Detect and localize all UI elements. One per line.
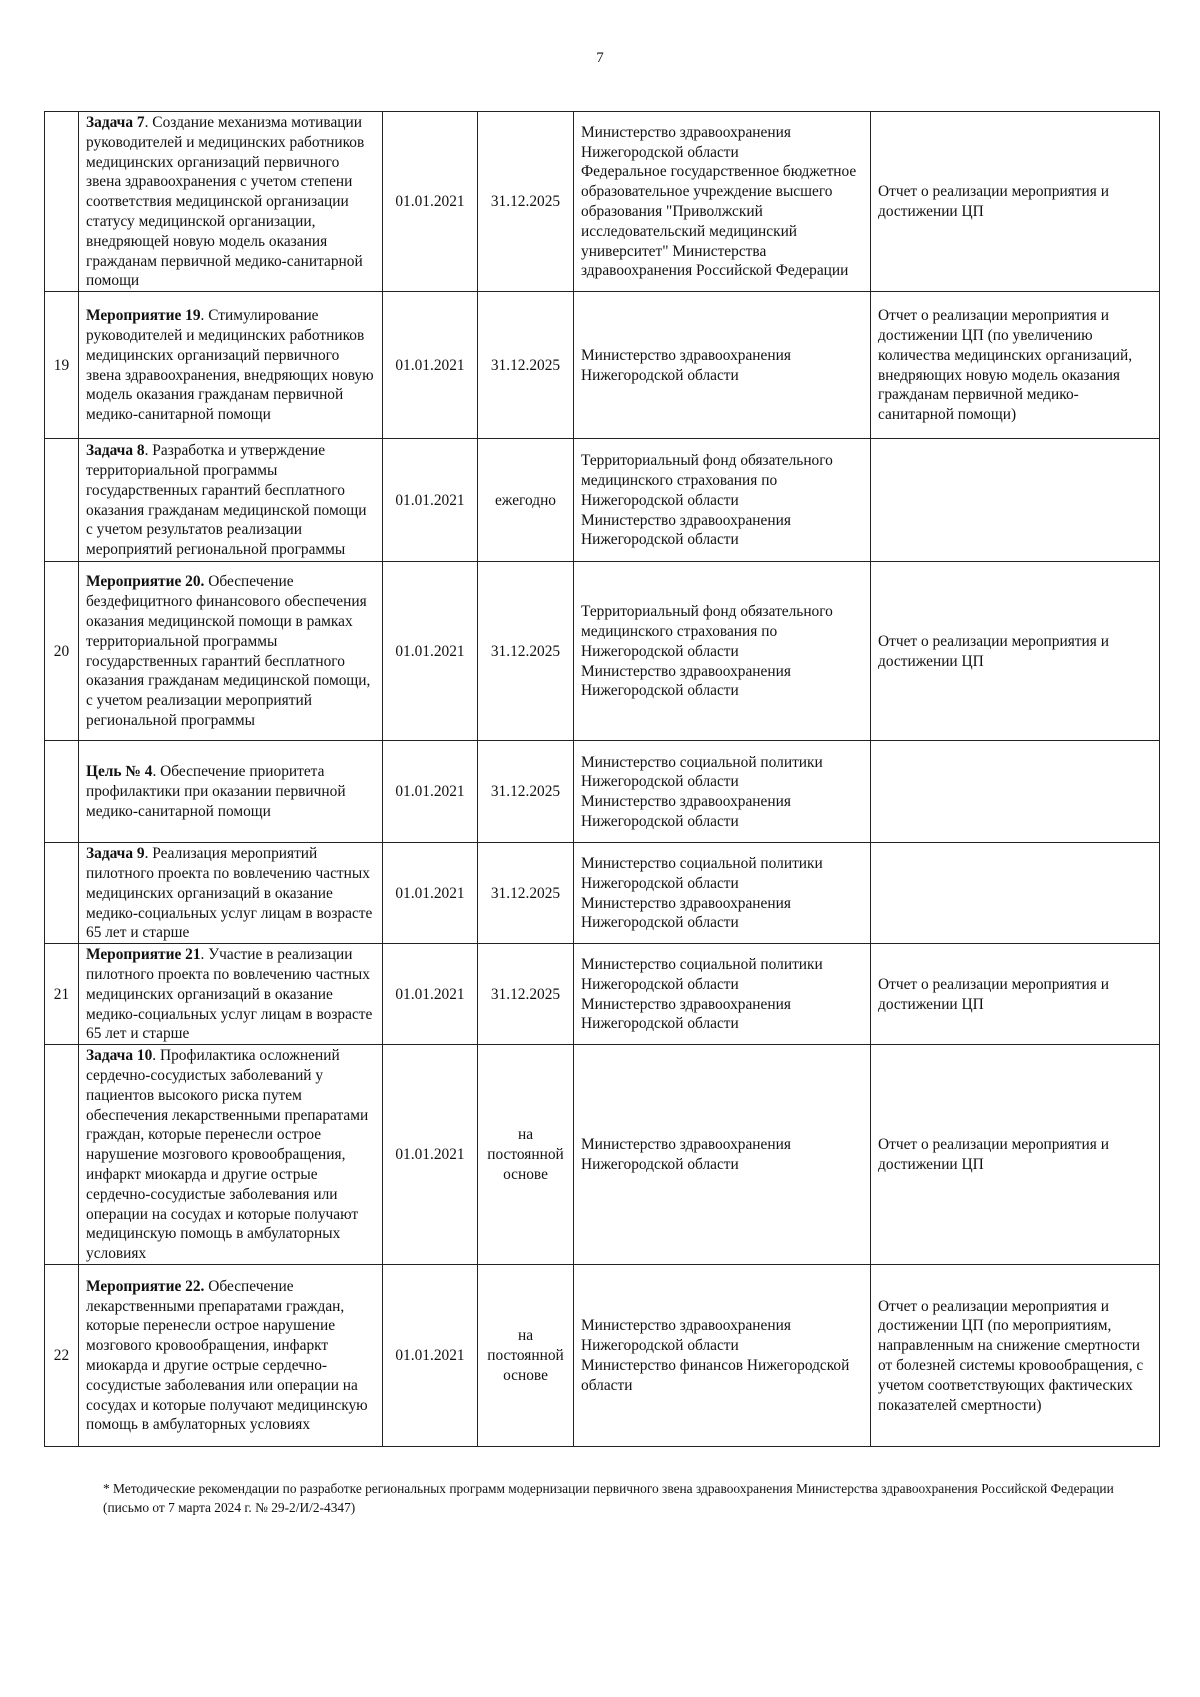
responsible-executors [574, 439, 871, 562]
end-date: 31.12.2025 [478, 292, 574, 439]
row-number [45, 439, 79, 562]
row-number: 20 [45, 562, 79, 741]
activity-name [79, 292, 383, 439]
responsible-executors [574, 741, 871, 843]
end-date: на постоянной основе [478, 1045, 574, 1265]
activity-title: Задача 8 [86, 442, 145, 460]
row-number: 19 [45, 292, 79, 439]
executor: Министерство здравоохранения Нижегородской области [581, 793, 791, 830]
executor: Министерство здравоохранения Нижегородской области [581, 346, 791, 384]
activity-name [79, 562, 383, 741]
executor: Министерство здравоохранения Нижегородской области [581, 995, 791, 1033]
activity-name [79, 1264, 383, 1446]
table-row [45, 1264, 1160, 1446]
expected-result [871, 843, 1160, 944]
responsible-executors [574, 1264, 871, 1446]
activity-title: Мероприятие 19 [86, 307, 201, 325]
executor: Министерство здравоохранения Нижегородской области [581, 511, 791, 549]
executor: Министерство социальной политики Нижегородской области [581, 753, 823, 791]
start-date: 01.01.2021 [383, 1264, 478, 1446]
activities-table [44, 111, 1160, 1447]
end-date: 31.12.2025 [478, 741, 574, 843]
activity-title: Мероприятие 20. [86, 573, 205, 591]
row-number: 22 [45, 1264, 79, 1446]
executor: Министерство здравоохранения Нижегородской области [581, 894, 791, 932]
table-row [45, 562, 1160, 741]
executor: Министерство здравоохранения Нижегородской области [581, 123, 791, 161]
activity-description: . Реализация мероприятий пилотного проекта по вовлечению частных медицинских организаций в оказание медико-социальных услуг лицам в возрасте 65 лет и старше [86, 845, 373, 942]
activity-title: Задача 7 [86, 114, 145, 131]
responsible-executors [574, 944, 871, 1045]
footnote: * Методические рекомендации по разработке региональных программ модернизации первичного звена здравоохранения Министерства здравоохранения Российской Федерации (письмо от 7 марта 2024 г. № 29-2/И/2-4347) [103, 1481, 1114, 1515]
end-date: 31.12.2025 [478, 944, 574, 1045]
expected-result [871, 741, 1160, 843]
end-date: 31.12.2025 [478, 843, 574, 944]
start-date: 01.01.2021 [383, 112, 478, 292]
row-number [45, 741, 79, 843]
executor: Территориальный фонд обязательного медицинского страхования по Нижегородской области [581, 452, 833, 509]
start-date: 01.01.2021 [383, 439, 478, 562]
end-date: 31.12.2025 [478, 562, 574, 741]
executor: Территориальный фонд обязательного медицинского страхования по Нижегородской области [581, 603, 833, 660]
activity-description: . Профилактика осложнений сердечно-сосудистых заболеваний у пациентов высокого риска путем обеспечения лекарственными препаратами граждан, которые перенесли острое нарушение мозгового кровообращения, инфаркт миокарда и другие острые сердечно-сосудистые заболевания или операции на сосудах и которые получают медицинскую помощь в амбулаторных условиях [86, 1047, 369, 1263]
expected-result: Отчет о реализации мероприятия и достижении ЦП [871, 562, 1160, 741]
activity-description: . Участие в реализации пилотного проекта по вовлечению частных медицинских организаций в оказание медико-социальных услуг лицам в возрасте 65 лет и старше [86, 946, 373, 1043]
start-date: 01.01.2021 [383, 562, 478, 741]
executor: Министерство финансов Нижегородской области [581, 1356, 850, 1394]
activity-description: . Создание механизма мотивации руководителей и медицинских работников медицинских организаций первичного звена здравоохранения с учетом степени соответствия медицинской организации статусу медицинской организации, внедряющей новую модель оказания гражданам первичной медико-санитарной помощи [86, 114, 365, 290]
table-row [45, 843, 1160, 944]
expected-result: Отчет о реализации мероприятия и достижении ЦП [871, 944, 1160, 1045]
activity-description: . Обеспечение приоритета профилактики при оказании первичной медико-санитарной помощи [86, 763, 346, 821]
end-date: на постоянной основе [478, 1264, 574, 1446]
activity-title: Мероприятие 21 [86, 946, 201, 964]
activity-title: Мероприятие 22. [86, 1277, 205, 1295]
responsible-executors [574, 843, 871, 944]
expected-result: Отчет о реализации мероприятия и достижении ЦП (по увеличению количества медицинских организаций, внедряющих новую модель оказания гражданам первичной медико-санитарной помощи) [871, 292, 1160, 439]
activity-title: Цель № 4 [86, 763, 153, 781]
executor: Министерство социальной политики Нижегородской области [581, 855, 823, 892]
executor: Министерство здравоохранения Нижегородской области [581, 662, 791, 700]
activity-name [79, 112, 383, 292]
executor: Министерство социальной политики Нижегородской области [581, 956, 823, 993]
activity-name [79, 1045, 383, 1265]
responsible-executors [574, 562, 871, 741]
activity-name [79, 944, 383, 1045]
start-date: 01.01.2021 [383, 741, 478, 843]
activity-name [79, 843, 383, 944]
page-number: 7 [596, 50, 604, 66]
end-date: 31.12.2025 [478, 112, 574, 292]
responsible-executors [574, 292, 871, 439]
expected-result [871, 439, 1160, 562]
start-date: 01.01.2021 [383, 1045, 478, 1265]
activity-description: . Разработка и утверждение территориальной программы государственных гарантий бесплатного оказания гражданам медицинской помощи с учетом результатов реализации мероприятий региональной программы [86, 442, 367, 559]
table-row [45, 112, 1160, 292]
end-date: ежегодно [478, 439, 574, 562]
row-number [45, 843, 79, 944]
activity-description: Обеспечение бездефицитного финансового обеспечения оказания медицинской помощи в рамках территориальной программы государственных гарантий бесплатного оказания гражданам медицинской помощи, с учетом реализации мероприятий региональной программы [86, 573, 371, 730]
table-row [45, 1045, 1160, 1265]
activity-name [79, 741, 383, 843]
expected-result: Отчет о реализации мероприятия и достижении ЦП [871, 112, 1160, 292]
start-date: 01.01.2021 [383, 843, 478, 944]
activity-description: Обеспечение лекарственными препаратами граждан, которые перенесли острое нарушение мозгового кровообращения, инфаркт миокарда и другие острые сердечно-сосудистые заболевания или операции на сосудах и которые получают медицинскую помощь в амбулаторных условиях [86, 1277, 368, 1434]
activity-title: Задача 10 [86, 1047, 153, 1065]
table-row [45, 944, 1160, 1045]
start-date: 01.01.2021 [383, 292, 478, 439]
table-row [45, 439, 1160, 562]
activity-description: . Стимулирование руководителей и медицинских работников медицинских организаций первичного звена здравоохранения, внедряющих новую модель оказания гражданам первичной медико-санитарной помощи [86, 307, 374, 424]
executor: Министерство здравоохранения Нижегородской области [581, 1317, 791, 1355]
row-number [45, 1045, 79, 1265]
row-number [45, 112, 79, 292]
responsible-executors [574, 112, 871, 292]
expected-result: Отчет о реализации мероприятия и достижении ЦП [871, 1045, 1160, 1265]
responsible-executors [574, 1045, 871, 1265]
row-number: 21 [45, 944, 79, 1045]
table-row [45, 292, 1160, 439]
executor: Федеральное государственное бюджетное образовательное учреждение высшего образования "Приволжский исследовательский медицинский университет" Министерства здравоохранения Российской Федерации [581, 163, 857, 280]
activity-name [79, 439, 383, 562]
start-date: 01.01.2021 [383, 944, 478, 1045]
activity-title: Задача 9 [86, 845, 145, 863]
table-row [45, 741, 1160, 843]
expected-result: Отчет о реализации мероприятия и достижении ЦП (по мероприятиям, направленным на снижение смертности от болезней системы кровообращения, с учетом соответствующих фактических показателей смертности) [871, 1264, 1160, 1446]
executor: Министерство здравоохранения Нижегородской области [581, 1136, 791, 1174]
